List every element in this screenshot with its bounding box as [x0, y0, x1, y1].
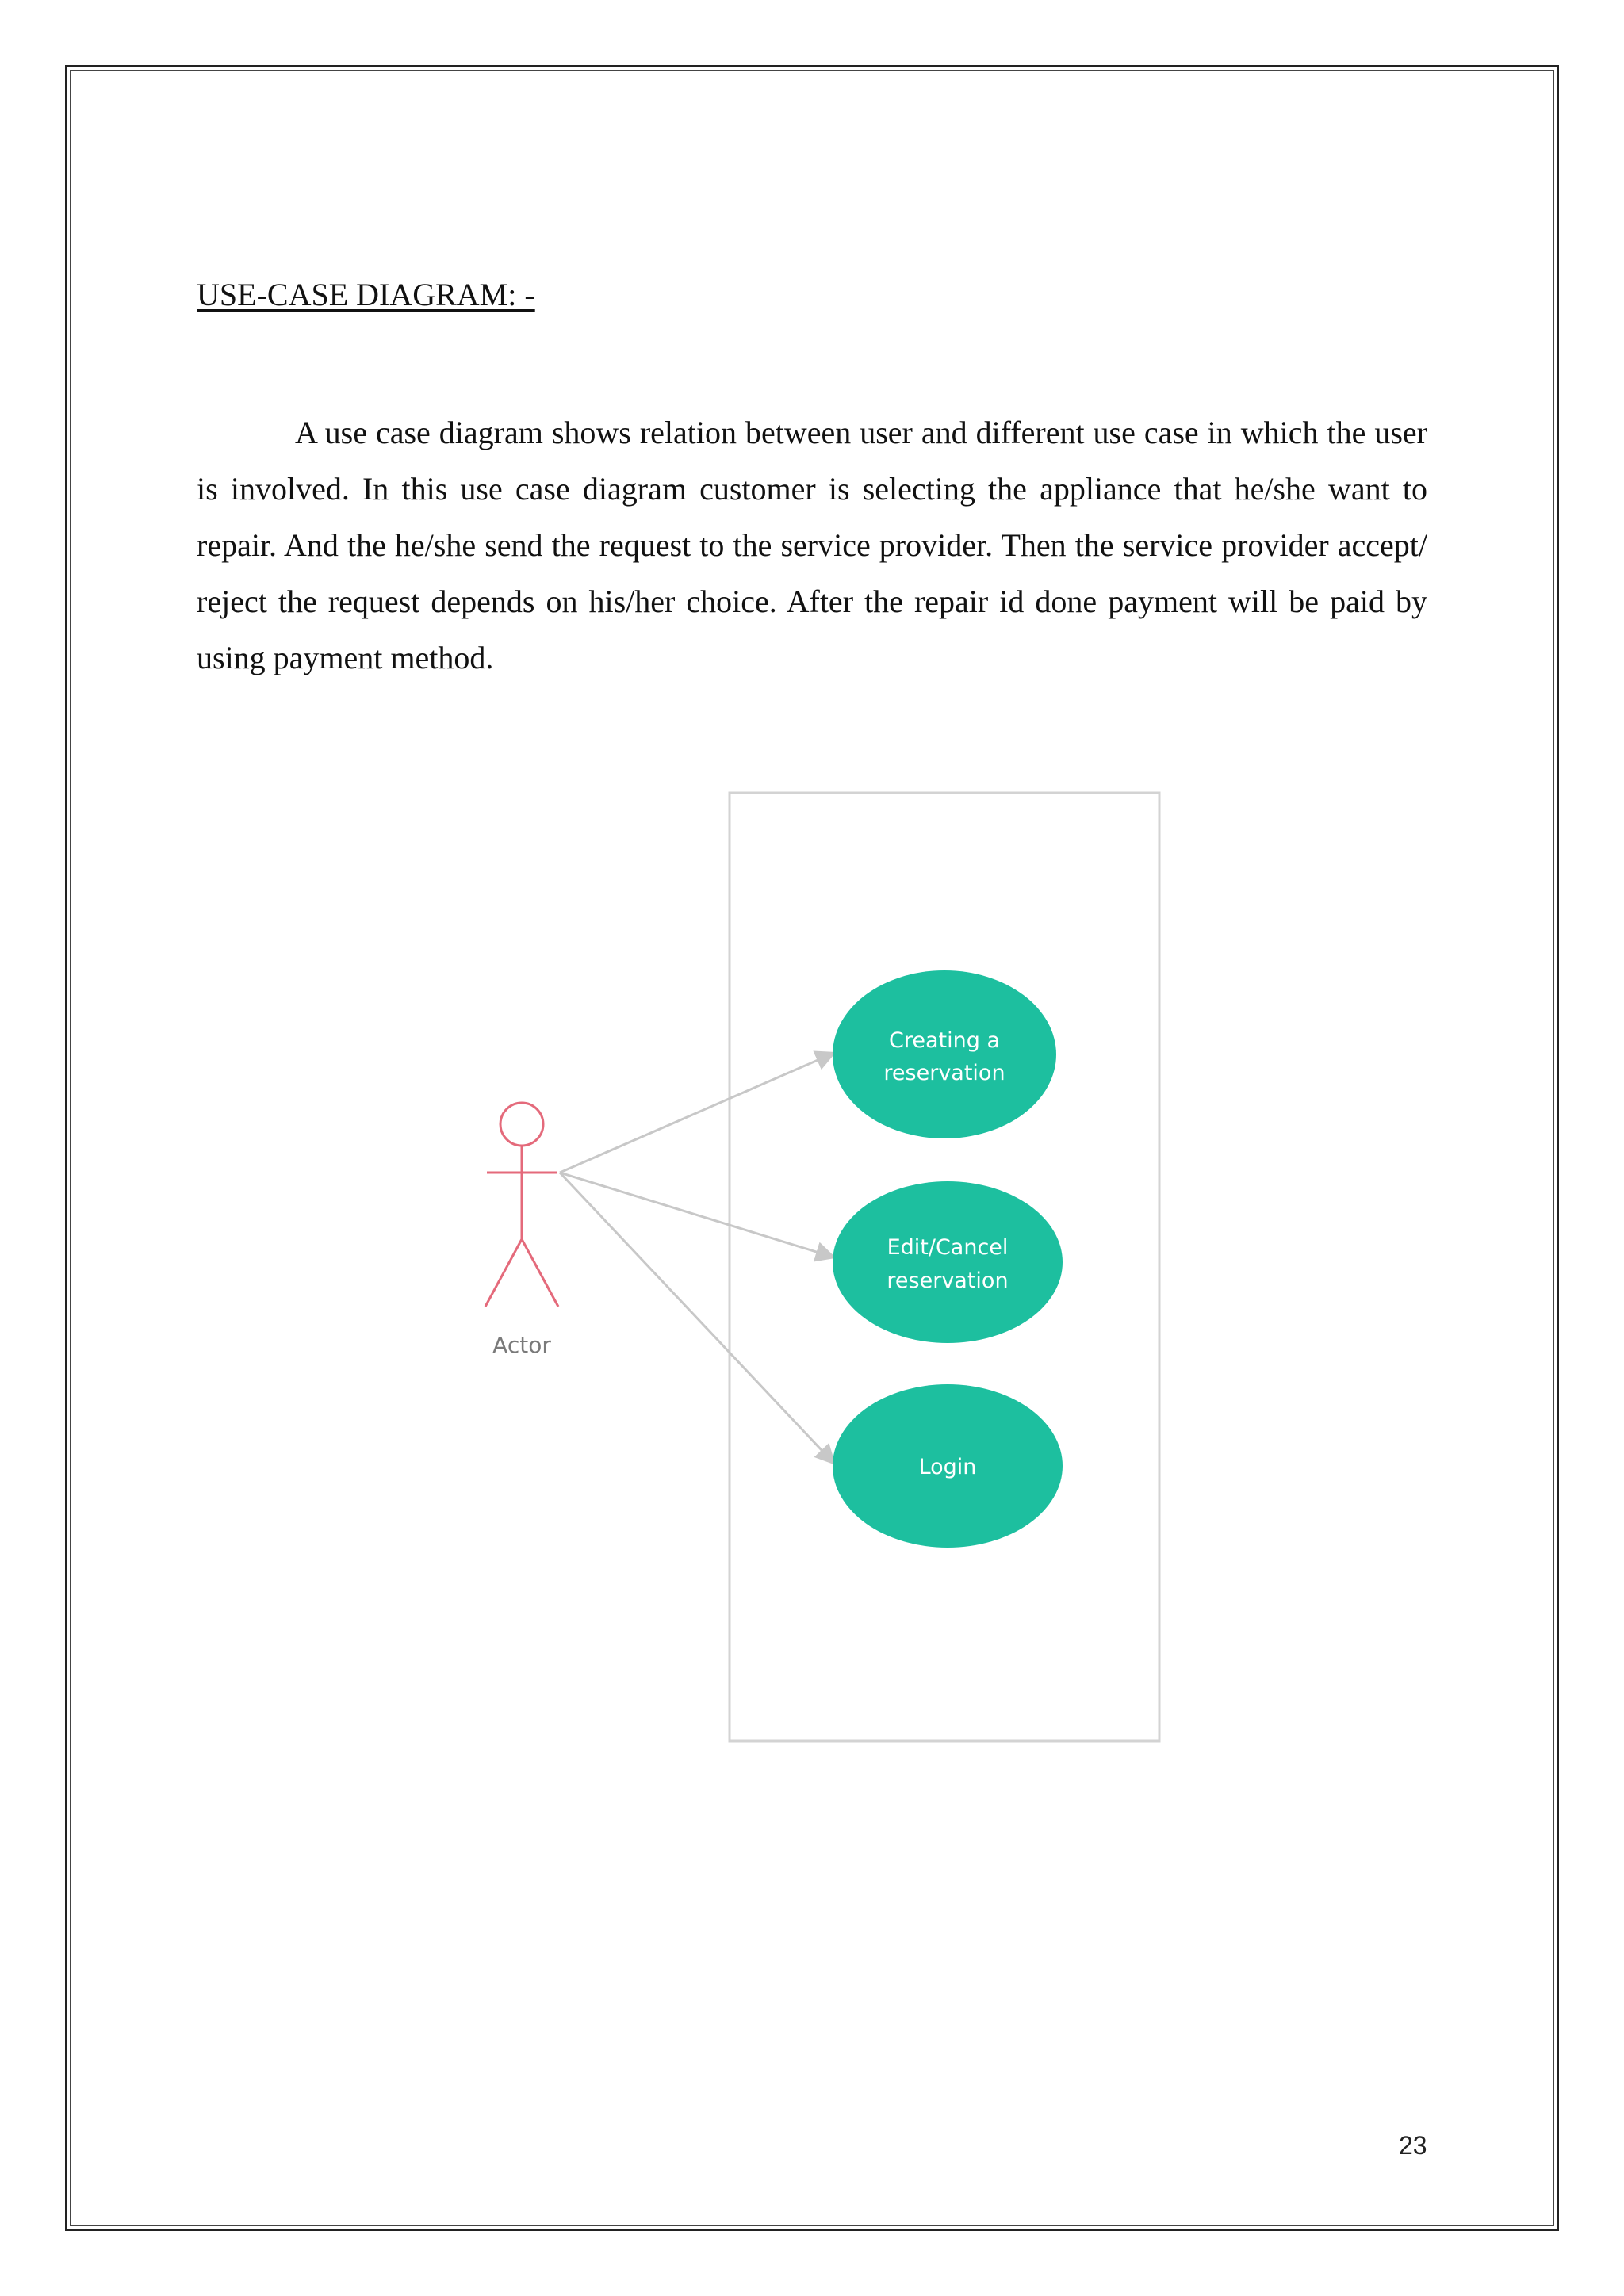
- use-case-label-line2: reservation: [887, 1269, 1009, 1293]
- connector-creating-reservation: [560, 1053, 834, 1173]
- use-case-label-line1: Creating a: [889, 1028, 1000, 1053]
- actor-head: [500, 1103, 543, 1146]
- body-paragraph: A use case diagram shows relation between user and different use case in which the user is involved. In this use case diagram customer is selecting the appliance that he/she want to repair. And the he/she send the request to the service provider. Then the service provider accept/ reject the request depends on his/her choice. After the repair id done payment will be paid by using payment method.: [197, 415, 1427, 675]
- use-case-edit-cancel-reservation: [833, 1181, 1063, 1343]
- actor-figure: [485, 1103, 558, 1307]
- use-case-label-line2: reservation: [883, 1061, 1005, 1085]
- use-case-label-line1: Login: [918, 1455, 977, 1479]
- page-number: 23: [1399, 2131, 1427, 2160]
- actor-left-leg: [485, 1239, 522, 1307]
- use-case-ellipse: [833, 1181, 1063, 1343]
- actor-right-leg: [522, 1239, 558, 1307]
- use-case-label-line1: Edit/Cancel: [887, 1235, 1009, 1260]
- use-case-login: [833, 1384, 1063, 1548]
- use-case-ellipse: [833, 970, 1056, 1138]
- section-heading: USE-CASE DIAGRAM: -: [197, 277, 535, 312]
- actor-label: Actor: [492, 1332, 551, 1358]
- use-case-creating-reservation: [833, 970, 1056, 1138]
